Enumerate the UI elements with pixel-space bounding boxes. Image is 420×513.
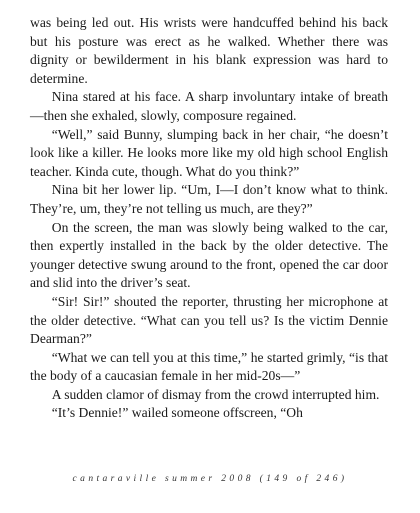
paragraph-6: “Sir! Sir!” shouted the reporter, thrusting her microphone at the older detective. “What can you tell us? Is the victim Dennie Dearman?” [30, 293, 388, 347]
paragraph-9: “It’s Dennie!” wailed someone offscreen, “Oh [51, 405, 303, 421]
body-text [30, 14, 388, 423]
page-footer: cantaraville summer 2008 (149 of 246) [72, 474, 348, 484]
paragraph-2: Nina stared at his face. A sharp involuntary intake of breath—then she exhaled, slowly, composure regained. [30, 89, 388, 123]
paragraph-3: “Well,” said Bunny, slumping back in her chair, “he doesn’t look like a killer. He looks more like my old high school English teacher. Kinda cute, though. What do you think?” [30, 126, 388, 179]
paragraph-7: “What we can tell you at this time,” he started grimly, “is that the body of a caucasian female in her mid-20s—” [30, 349, 388, 384]
paragraph-4: Nina bit her lower lip. “Um, I—I don’t know what to think. They’re, um, they’re not telling us much, are they?” [30, 182, 388, 216]
paragraph-1: was being led out. His wrists were handcuffed behind his back but his posture was erect as he walked. Whether there was dignity or bewilderment in his blank expression was hard to determine. [30, 15, 388, 86]
paragraph-8: A sudden clamor of dismay from the crowd interrupted him. [51, 386, 380, 402]
paragraph-5: On the screen, the man was slowly being walked to the car, then expertly installed in the back by the older detective. The younger detective swung around to the front, opened the car door and slid into the driver’s seat. [30, 219, 388, 291]
